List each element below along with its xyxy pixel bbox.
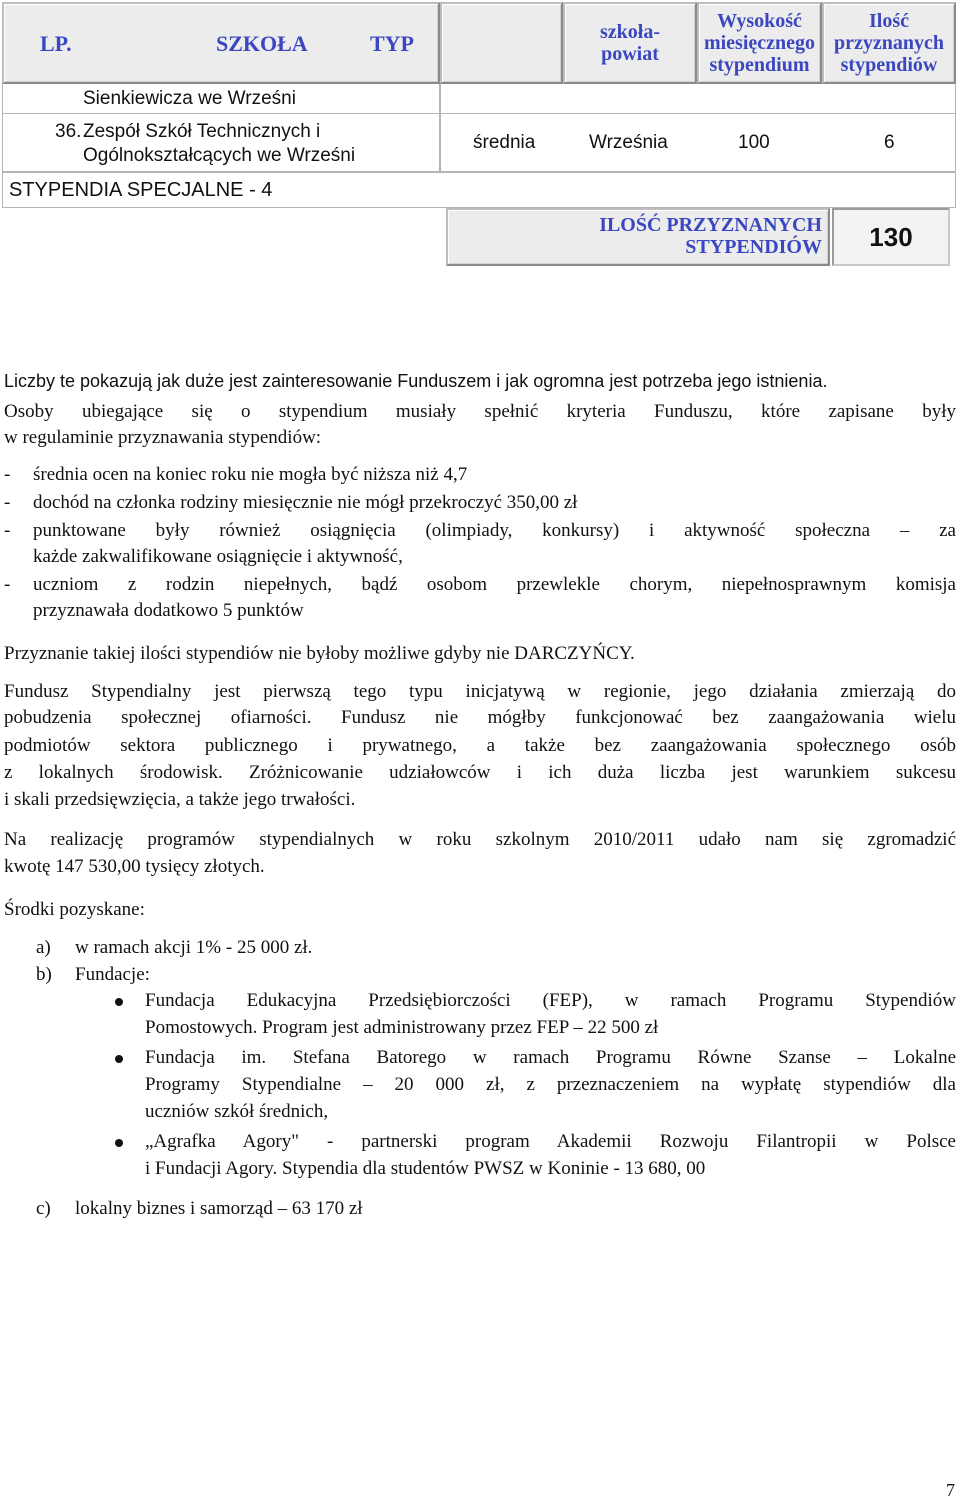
item-c-text: lokalny biznes i samorząd – 63 170 zł <box>75 1198 363 1219</box>
row-typ: średnia <box>473 132 536 153</box>
row-lp: 36. <box>55 121 82 142</box>
header-szkola-powiat-line1: szkoła- <box>600 21 660 43</box>
total-value-cell <box>832 208 950 266</box>
header-lp: LP. <box>40 31 72 56</box>
list-dash: - <box>4 464 11 485</box>
prev-row-data <box>440 84 956 114</box>
bullet-item-line: Fundacja Edukacyjna Przedsiębiorczości (FEP), w ramach Programu Stypendiów <box>145 990 956 1011</box>
list-dash: - <box>4 520 11 541</box>
sources-title: Środki pozyskane: <box>4 899 145 920</box>
page-number: 7 <box>946 1480 955 1500</box>
special-label: STYPENDIA SPECJALNE - 4 <box>9 179 273 201</box>
header-wysokosc <box>697 2 822 84</box>
bullet-icon <box>115 1055 123 1063</box>
header-szkola: SZKOŁA <box>216 31 308 56</box>
bullet-item-line: i Fundacji Agory. Stypendia dla studentów PWSZ w Koninie - 13 680, 00 <box>145 1158 706 1179</box>
row-school-line1: Zespół Szkół Technicznych i <box>83 121 321 142</box>
fund-line: pobudzenia społecznej ofiarności. Fundusz nie mógłby funkcjonować bez zaangażowania wielu <box>4 707 956 728</box>
header-wysokosc-line3: stypendium <box>709 54 810 76</box>
header-ilosc-line2: przyznanych <box>834 32 944 54</box>
bullet-item-line: uczniów szkół średnich, <box>145 1101 329 1122</box>
total-label-line2: STYPENDIÓW <box>685 236 822 258</box>
item-a-text: w ramach akcji 1% - 25 000 zł. <box>75 937 313 958</box>
bullet-item-line: Programy Stypendialne – 20 000 zł, z przeznaczeniem na wypłatę stypendiów dla <box>145 1074 956 1095</box>
criteria-line-2: w regulaminie przyznawania stypendiów: <box>4 427 322 448</box>
fund-line: Fundusz Stypendialny jest pierwszą tego typu inicjatywą w regionie, jego działania zmierzają do <box>4 681 956 702</box>
fund-line: podmiotów sektora publicznego i prywatnego, a także bez zaangażowania społecznego osób <box>4 735 956 756</box>
table-row-36 <box>2 114 440 172</box>
total-value: 130 <box>869 221 913 252</box>
row-school-line2: Ogólnokształcących we Wrześni <box>83 145 356 166</box>
header-typ: TYP <box>370 31 414 56</box>
item-b-marker: b) <box>36 964 52 985</box>
header-szkola-powiat-line2: powiat <box>601 43 659 65</box>
realization-line: Na realizację programów stypendialnych w roku szkolnym 2010/2011 udało nam się zgromadzić <box>4 829 956 850</box>
header-szkola-powiat <box>563 2 697 84</box>
prev-row-school <box>2 84 440 114</box>
header-typ-cell <box>440 2 563 84</box>
table-row-36-data <box>440 114 956 172</box>
header-ilosc-line1: Ilość <box>869 10 909 32</box>
row-ilosc: 6 <box>884 132 895 153</box>
row-powiat: Września <box>589 132 668 153</box>
header-wysokosc-line2: miesięcznego <box>703 32 816 54</box>
item-a-marker: a) <box>36 937 51 958</box>
fund-line: z lokalnych środowisk. Zróżnicowanie udziałowców i ich duża liczba jest warunkiem sukcesu <box>4 762 956 783</box>
item-c-marker: c) <box>36 1198 51 1219</box>
fund-line: i skali przedsięwzięcia, a także jego trwałości. <box>4 789 356 810</box>
list-item: średnia ocen na koniec roku nie mogła być niższa niż 4,7 <box>33 464 468 485</box>
header-ilosc <box>822 2 956 84</box>
bullet-item-line: Pomostowych. Program jest administrowany przez FEP – 22 500 zł <box>145 1017 659 1038</box>
special-row <box>2 172 956 208</box>
list-item: uczniom z rodzin niepełnych, bądź osobom przewlekle chorym, niepełnosprawnym komisja <box>33 574 956 595</box>
header-group-left <box>2 2 440 84</box>
list-item-continuation: każde zakwalifikowane osiągnięcie i aktywność, <box>33 546 403 567</box>
bullet-item-line: Fundacja im. Stefana Batorego w ramach Programu Równe Szanse – Lokalne <box>145 1047 956 1068</box>
item-b-text: Fundacje: <box>75 964 150 985</box>
row-wysokosc: 100 <box>738 132 770 153</box>
header-wysokosc-line1: Wysokość <box>717 10 802 32</box>
list-dash: - <box>4 574 11 595</box>
criteria-line-1: Osoby ubiegające się o stypendium musiały spełnić kryteria Funduszu, które zapisane były <box>4 401 956 422</box>
bullet-icon <box>115 998 123 1006</box>
realization-line: kwotę 147 530,00 tysięcy złotych. <box>4 856 265 877</box>
list-item: punktowane były również osiągnięcia (olimpiady, konkursy) i aktywność społeczna – za <box>33 520 956 541</box>
prev-row-school-text: Sienkiewicza we Wrześni <box>83 88 296 109</box>
list-item-continuation: przyznawała dodatkowo 5 punktów <box>33 600 304 621</box>
donors-line: Przyznanie takiej ilości stypendiów nie byłoby możliwe gdyby nie DARCZYŃCY. <box>4 643 635 664</box>
intro-line: Liczby te pokazują jak duże jest zainteresowanie Funduszem i jak ogromna jest potrzeba jego istnienia. <box>4 371 828 391</box>
total-label-cell <box>446 208 830 266</box>
list-item: dochód na członka rodziny miesięcznie nie mógł przekroczyć 350,00 zł <box>33 492 578 513</box>
header-ilosc-line3: stypendiów <box>840 54 938 76</box>
total-label-line1: ILOŚĆ PRZYZNANYCH <box>599 214 822 236</box>
bullet-icon <box>115 1139 123 1147</box>
bullet-item-line: „Agrafka Agory" - partnerski program Akademii Rozwoju Filantropii w Polsce <box>145 1131 956 1152</box>
list-dash: - <box>4 492 11 513</box>
